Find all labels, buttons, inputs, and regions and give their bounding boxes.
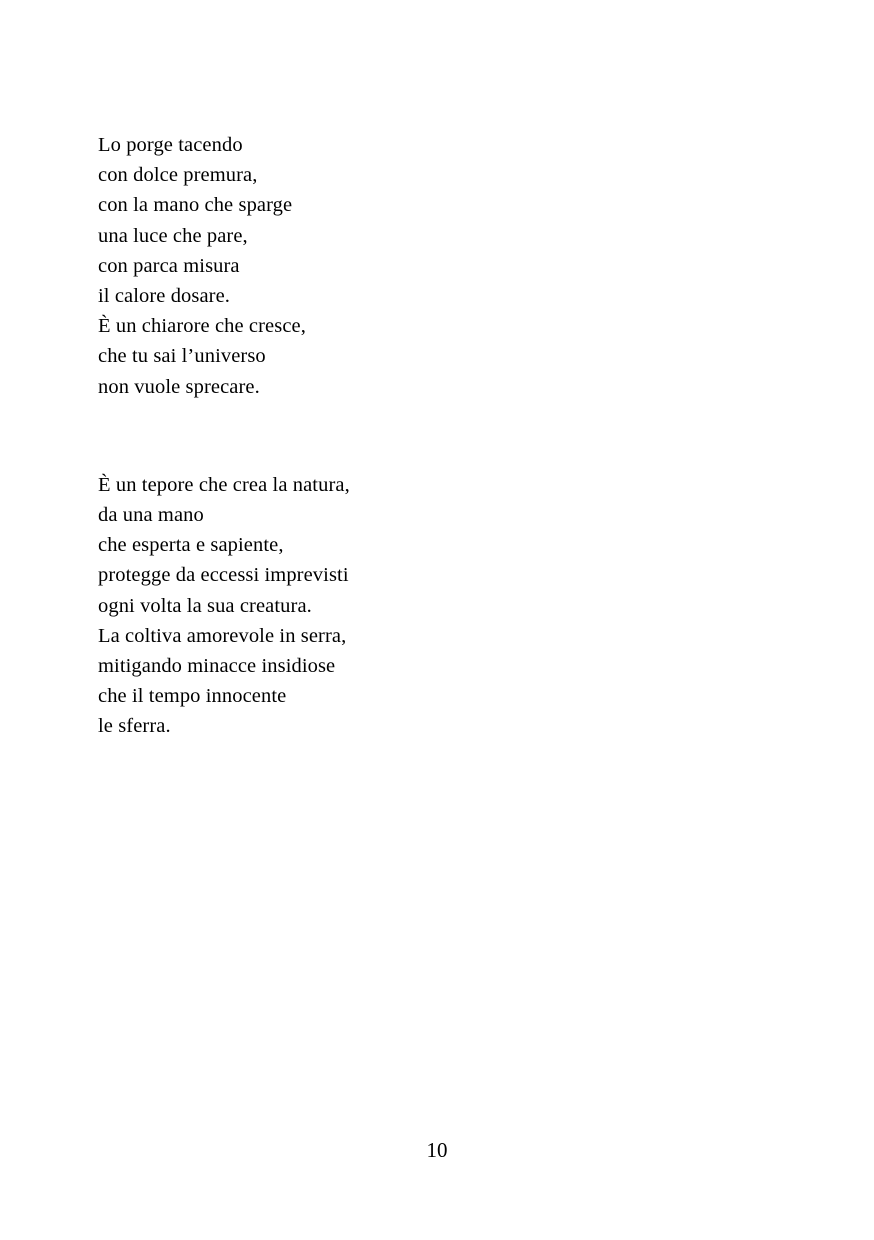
poem-line: È un tepore che crea la natura, [98,473,350,496]
poem-line: che il tempo innocente [98,685,287,708]
poem-line: Lo porge tacendo [98,134,243,156]
poem-line: La coltiva amorevole in serra, [98,624,347,647]
poem-line: non vuole sprecare. [98,375,260,398]
poem-line: che tu sai l’universo [98,345,266,368]
poem-line: le sferra. [98,715,171,738]
poem-line: protegge da eccessi imprevisti [98,564,349,587]
poem-line: mitigando minacce insidiose [98,655,336,678]
page-number: 10 [426,1138,448,1162]
poem-line: che esperta e sapiente, [98,534,284,557]
poem-line: È un chiarore che cresce, [98,315,306,338]
poem-line: con parca misura [98,254,240,277]
stanza-2 [98,470,718,742]
poem-line: da una mano [98,504,204,527]
poem-line: il calore dosare. [98,285,231,308]
stanza-1 [98,130,718,402]
poem-body [98,130,718,742]
poem-line: una luce che pare, [98,224,248,247]
poem-line: con dolce premura, [98,164,258,187]
poem-line: ogni volta la sua creatura. [98,594,312,617]
poem-line: con la mano che sparge [98,194,293,217]
